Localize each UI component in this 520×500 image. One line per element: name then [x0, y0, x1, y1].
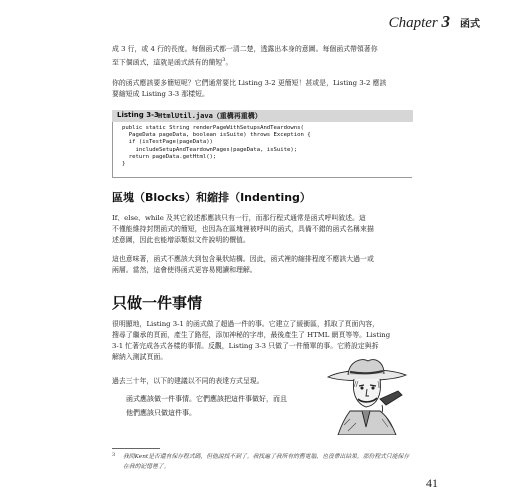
- paragraph-1: [112, 44, 412, 68]
- footnote-text: 我問Kent是否還有保存程式碼，但他說找不到了。我找遍了我所有的舊電腦，也沒帶出結果。那份程式只能保存在我的記憶裡了。: [123, 454, 410, 470]
- section-heading-do-one-thing: 只做一件事情: [112, 294, 203, 312]
- chapter-header: [389, 12, 450, 32]
- paragraph-4: [112, 254, 412, 276]
- footnote-divider: [112, 448, 160, 449]
- text-line: 述意圖，因此也能增添類似文件說明的價值。: [112, 236, 250, 244]
- text-line: If、else、while 及其它敘述都應該只有一行，而那行程式通常是函式呼叫敘述。這: [112, 214, 366, 222]
- code-block: public static String renderPageWithSetupsAndTeardowns( PageData pageData, boolean isSuite) throws Exception { if (isTestPage(pageData)) includeSetupAndTeardownPages(pageData, isSuite); return pageData.getHtml(); }: [122, 125, 311, 168]
- text-line: 搜尋了繼承的頁面，產生了路徑，添加神秘的字串，最後產生了 HTML 網頁等等。Listing: [112, 331, 391, 339]
- text-line: 不僅能維持封閉函式的簡短，也因為在區塊裡被呼叫的函式，具備不錯的函式名稱來描: [112, 225, 374, 233]
- chapter-number: 3: [441, 12, 450, 31]
- paragraph-2: [112, 78, 412, 100]
- chapter-title: 函式: [460, 19, 480, 30]
- text-line: 至下個函式，這就是函式該有的簡短$^3$。: [112, 57, 233, 67]
- footnote-ref[interactable]: 3: [222, 57, 226, 63]
- chapter-word: Chapter: [388, 15, 438, 31]
- text-line: 很明顯地，Listing 3-1 的函式做了超過一件的事。它建立了緩衝區，抓取了頁面內容，: [112, 320, 380, 328]
- text-line: 兩層。當然，這會使得函式更容易閱讀和理解。: [112, 266, 257, 274]
- page-number: 41: [426, 476, 438, 490]
- paragraph-3: [112, 213, 412, 246]
- section-heading-blocks: 區塊（Blocks）和縮排（Indenting）: [112, 191, 311, 204]
- quote-line-1: 函式應該做一件事情。它們應該把這件事做好，而且: [126, 395, 287, 403]
- text-line: 這也意味著，函式不應該大到包含巢狀結構。因此，函式裡的縮排程度不應該大過一或: [112, 255, 374, 263]
- listing-filename: HtmlUtil.java（重構再重構）: [158, 112, 262, 120]
- cowboy-illustration: [322, 355, 410, 435]
- text-line: 解納入測試頁面。: [112, 353, 168, 361]
- text-span: 至下個函式，這就是函式該有的簡短: [112, 58, 223, 67]
- text-line: 要縮短成 Listing 3-3 那樣短。: [112, 90, 209, 98]
- paragraph-6: 過去三十年，以下的建議以不同的表達方式呈現。: [112, 377, 264, 385]
- text-line: 你的函式應該要多簡短呢？它們通常要比 Listing 3-2 更簡短！甚或是，Listing 3-2 應該: [112, 79, 387, 87]
- quote-line-2: 他們應該只做這件事。: [126, 409, 196, 417]
- text-line: 成 3 行，或 4 行的長度。每個函式都一清二楚，透露出本身的意圖。每個函式帶領著你: [112, 45, 378, 53]
- footnote-number: 3: [112, 452, 116, 458]
- text-line: 3-1 忙著完成各式各樣的事情。反觀，Listing 3-3 只做了一件簡單的事。它將設定與拆: [112, 342, 379, 350]
- listing-label: Listing 3-3: [117, 111, 159, 119]
